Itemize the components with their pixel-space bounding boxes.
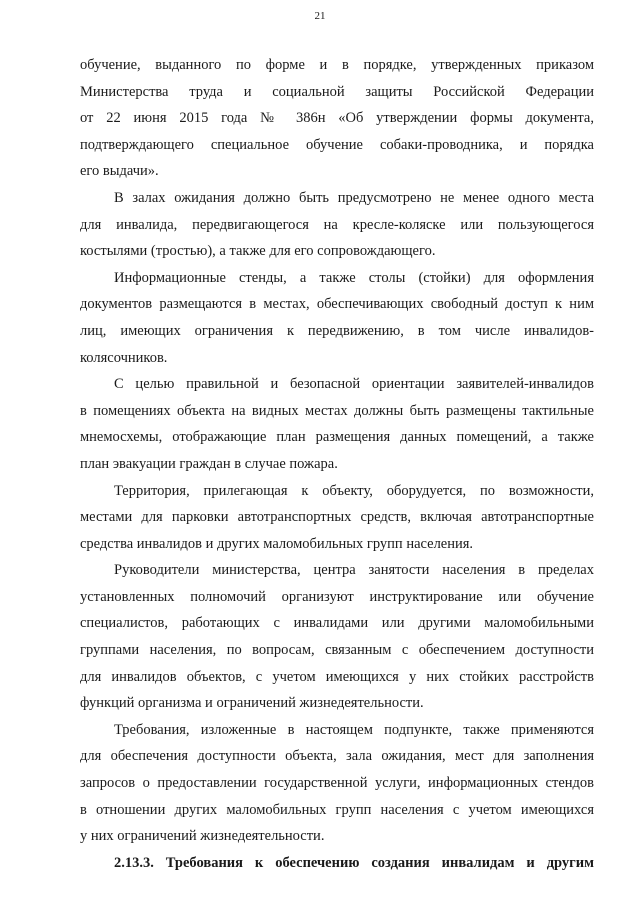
- paragraph-line: установленных полномочий организуют инструктирование или обучение: [80, 588, 594, 605]
- paragraph-line: подтверждающего специальное обучение собаки-проводника, и порядка: [80, 136, 594, 153]
- paragraph-line: Министерства труда и социальной защиты Российской Федерации: [80, 83, 594, 100]
- document-body: [80, 52, 594, 876]
- paragraph-line: костылями (тростью), а также для его сопровождающего.: [80, 243, 436, 260]
- paragraph-line: колясочников.: [80, 349, 168, 366]
- paragraph-line: мнемосхемы, отображающие план размещения данных помещений, а также: [80, 429, 594, 446]
- paragraph-line: запросов о предоставлении государственной услуги, информационных стендов: [80, 775, 594, 792]
- paragraph-line: у них ограничений жизнедеятельности.: [80, 828, 325, 845]
- paragraph-line: специалистов, работающих с инвалидами или другими маломобильными: [80, 615, 594, 632]
- paragraph-line: местами для парковки автотранспортных средств, включая автотранспортные: [80, 509, 594, 526]
- paragraph-line: обучение, выданного по форме и в порядке, утвержденных приказом: [80, 57, 594, 73]
- page-number: 21: [314, 10, 326, 22]
- paragraph-line: в помещениях объекта на видных местах должны быть размещены тактильные: [80, 402, 594, 419]
- paragraph-line: от 22 июня 2015 года № 386н «Об утверждении формы документа,: [80, 110, 594, 127]
- paragraph-line: лиц, имеющих ограничения к передвижению, в том числе инвалидов-: [80, 322, 594, 339]
- paragraph-line: В залах ожидания должно быть предусмотрено не менее одного места: [114, 189, 594, 206]
- paragraph-line: для инвалида, передвигающегося на кресле-коляске или пользующегося: [80, 216, 594, 233]
- paragraph-line: группами населения, по вопросам, связанным с обеспечением доступности: [80, 642, 594, 659]
- paragraph-line: в отношении других маломобильных групп населения с учетом имеющихся: [80, 801, 594, 818]
- paragraph-line: С целью правильной и безопасной ориентации заявителей-инвалидов: [114, 376, 594, 393]
- section-heading: 2.13.3. Требования к обеспечению создания инвалидам и другим: [114, 854, 594, 871]
- paragraph-line: Руководители министерства, центра занятости населения в пределах: [114, 562, 594, 579]
- paragraph-line: для обеспечения доступности объекта, зала ожидания, мест для заполнения: [80, 748, 594, 765]
- paragraph-line: его выдачи».: [80, 163, 159, 180]
- paragraph-line: документов размещаются в местах, обеспечивающих свободный доступ к ним: [80, 296, 594, 313]
- paragraph-line: Требования, изложенные в настоящем подпункте, также применяются: [114, 721, 594, 738]
- paragraph-line: Территория, прилегающая к объекту, оборудуется, по возможности,: [114, 482, 594, 499]
- paragraph-line: средства инвалидов и других маломобильных групп населения.: [80, 535, 474, 552]
- paragraph-line: для инвалидов объектов, с учетом имеющихся у них стойких расстройств: [80, 668, 594, 685]
- paragraph-line: план эвакуации граждан в случае пожара.: [80, 455, 338, 472]
- paragraph-line: Информационные стенды, а также столы (стойки) для оформления: [114, 269, 594, 286]
- paragraph-line: функций организма и ограничений жизнедеятельности.: [80, 695, 424, 712]
